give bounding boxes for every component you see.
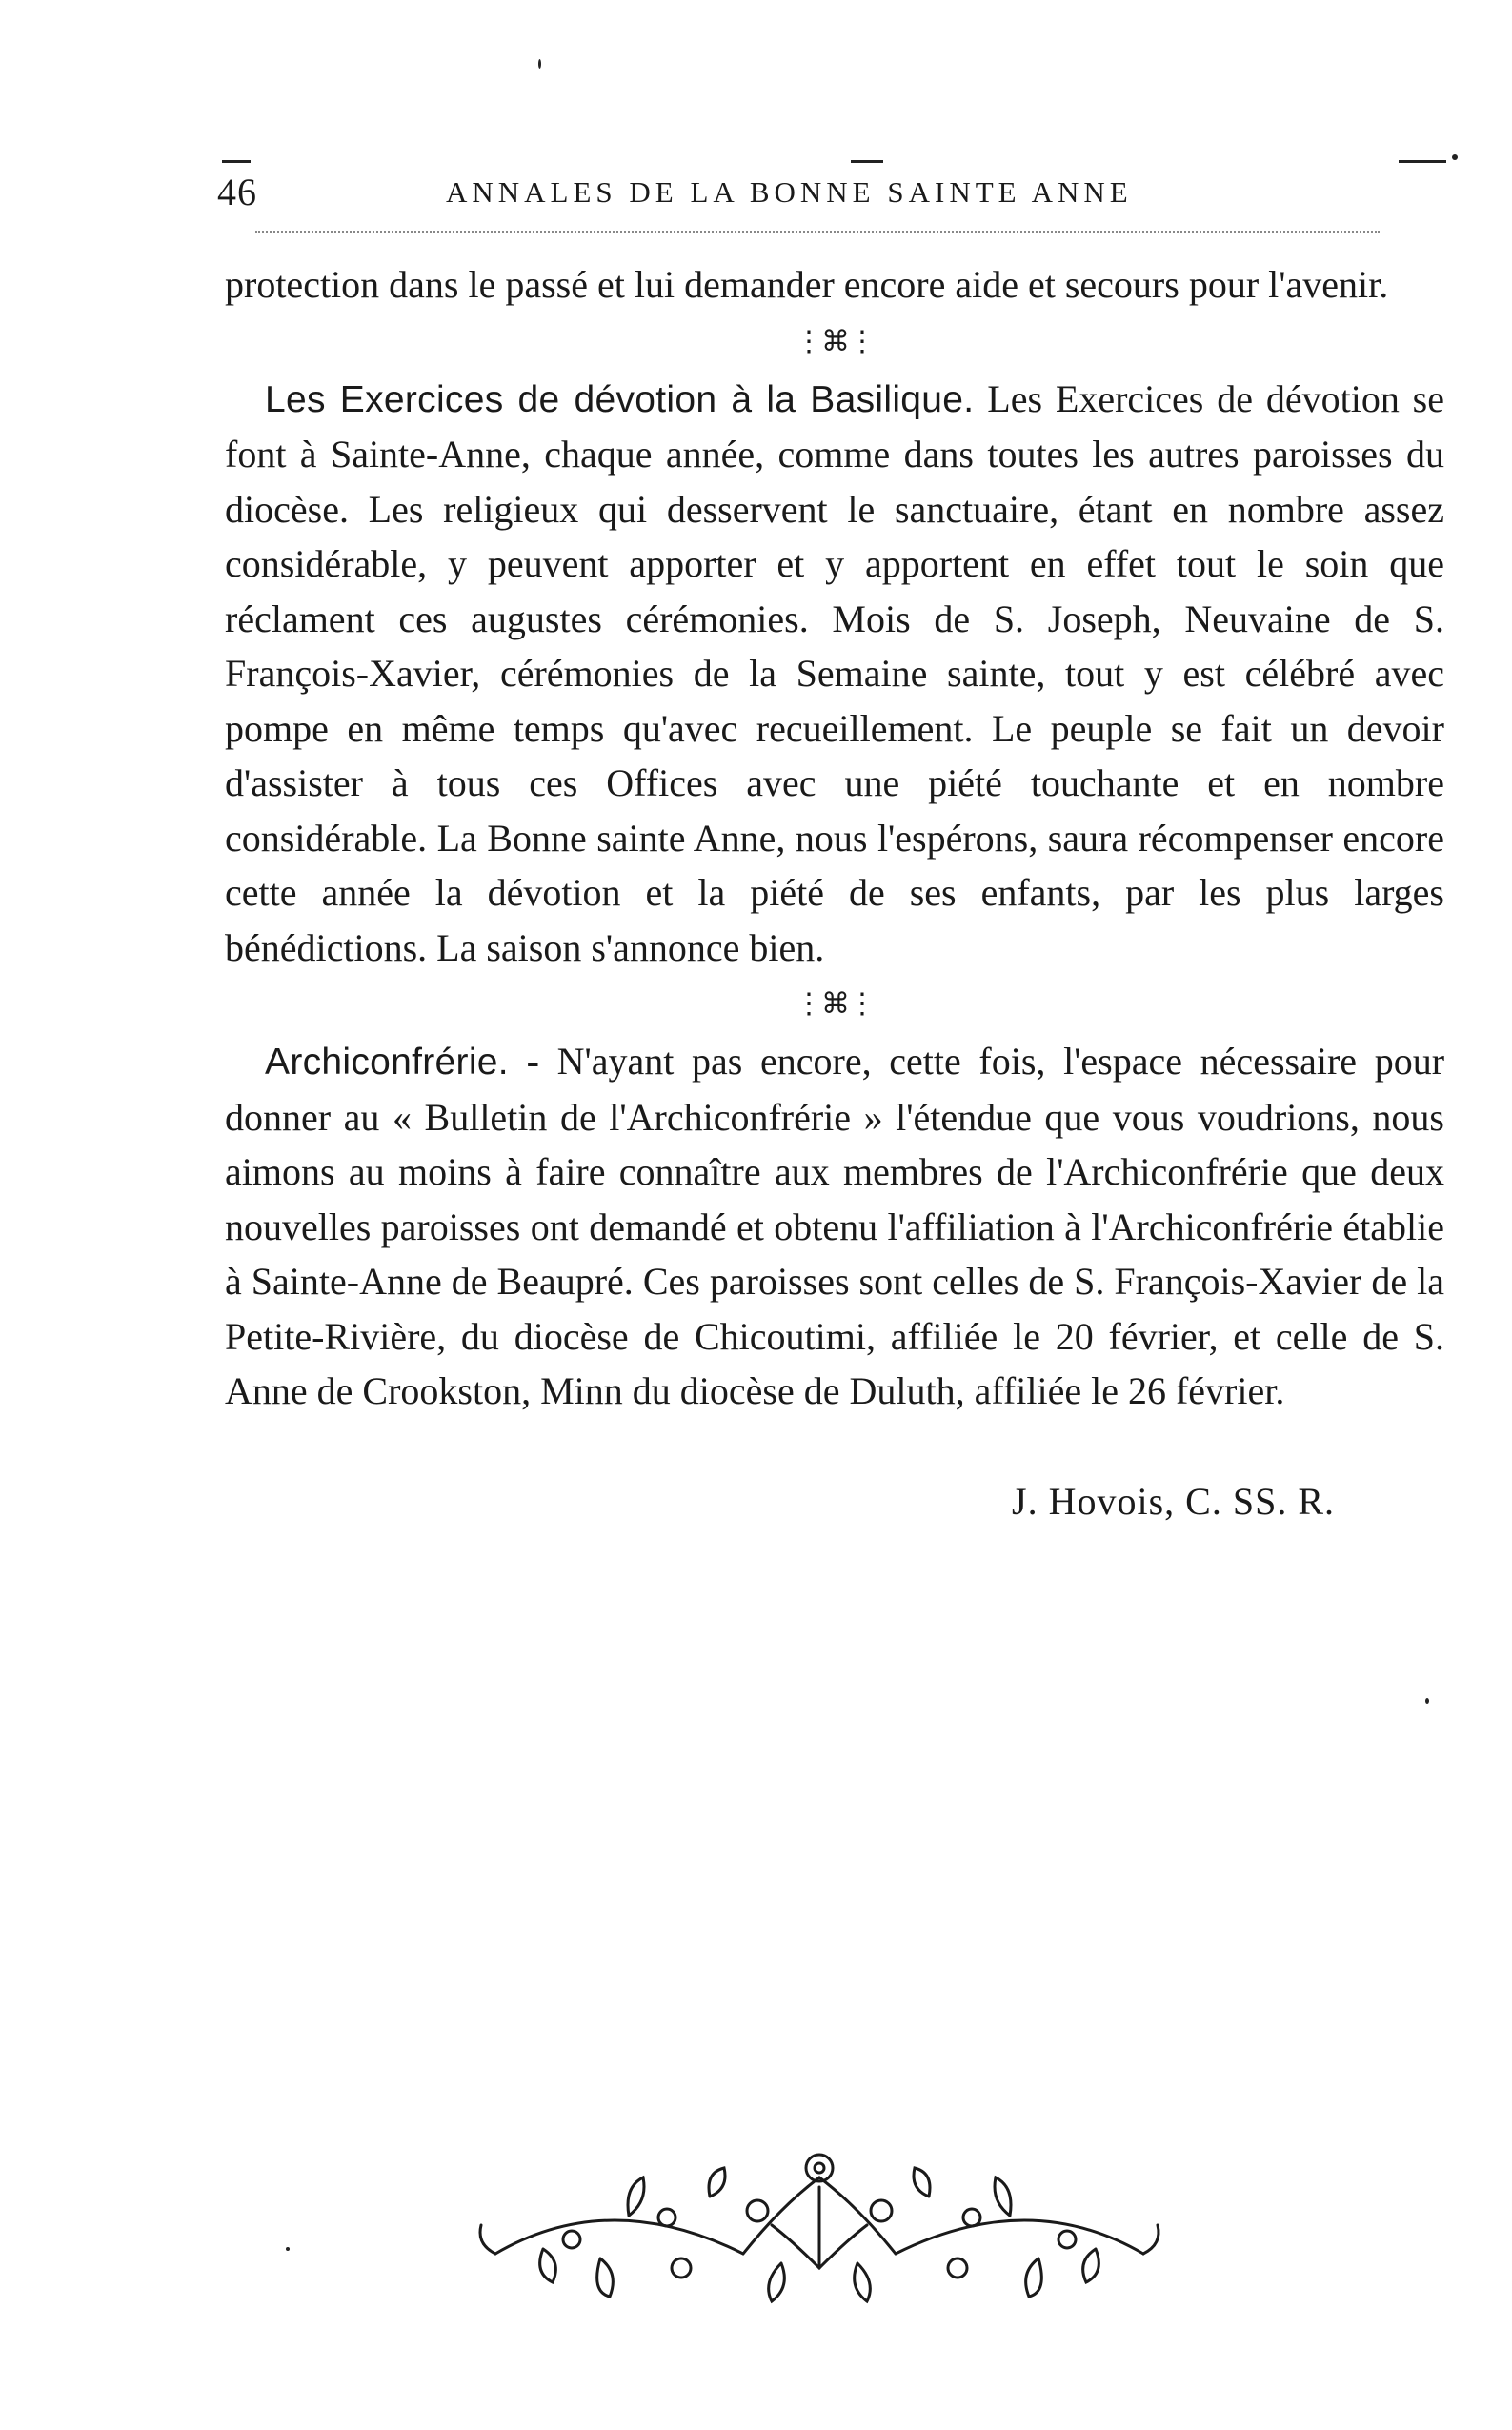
exercises-paragraph: [225, 372, 1444, 976]
ink-speck: [286, 2247, 290, 2251]
section-heading-exercises: Les Exercices de dévotion à la Basilique.: [265, 378, 975, 420]
header-rule: [255, 231, 1380, 233]
archiconfrerie-text: - N'ayant pas encore, cette fois, l'espace nécessaire pour donner au « Bulletin de l'Archiconfrérie » l'étendue que vous voudrions, nous aimons au moins à faire connaître aux membres de l'Archiconfrérie que deux nouvelles paroisses ont demandé et obtenu l'affiliation à l'Archiconfrérie établie à Sainte-Anne de Beaupré. Ces paroisses sont celles de S. François-Xavier de la Petite-Rivière, du diocèse de Chicoutimi, affiliée le 20 février, et celle de S. Anne de Crookston, Minn du diocèse de Duluth, affiliée le 26 février.: [225, 1040, 1445, 1412]
article-body: [225, 257, 1444, 1529]
exercises-text: Les Exercices de dévotion se font à Sainte-Anne, chaque année, comme dans toutes les autres paroisses du diocèse. Les religieux qui desservent le sanctuaire, étant en nombre assez considérable, y peuvent apporter et y apportent en effet tout le soin que réclament ces augustes cérémonies. Mois de S. Joseph, Neuvaine de S. François-Xavier, cérémonies de la Semaine sainte, tout y est célébré avec pompe en même temps qu'avec recueillement. Le peuple se fait un devoir d'assister à tous ces Offices avec une piété touchante et en nombre considérable. La Bonne sainte Anne, nous l'espérons, saura récompenser encore cette année la dévotion et la piété de ses enfants, par les plus larges bénédictions. La saison s'annonce bien.: [225, 376, 1444, 969]
floral-tailpiece-icon: [457, 2149, 1181, 2311]
ink-speck: [538, 59, 541, 69]
intro-paragraph: protection dans le passé et lui demander encore aide et secours pour l'avenir.: [225, 263, 1389, 306]
header-mark: [222, 160, 251, 163]
running-title: ANNALES DE LA BONNE SAINTE ANNE: [446, 175, 1133, 209]
header-mark: [851, 160, 883, 163]
section-heading-archiconfrerie: Archiconfrérie.: [265, 1042, 509, 1083]
ink-speck: [1452, 154, 1458, 160]
ink-speck: [1425, 1698, 1429, 1704]
fleuron-ornament: ⋮⌘⋮: [795, 988, 875, 1020]
page-header: [217, 152, 1446, 219]
header-mark: [1399, 160, 1446, 163]
archiconfrerie-paragraph: [225, 1034, 1444, 1419]
page-number: 46: [217, 171, 257, 213]
author-signature: J. Hovois, C. SS. R.: [1012, 1479, 1335, 1523]
fleuron-ornament: ⋮⌘⋮: [795, 325, 875, 357]
